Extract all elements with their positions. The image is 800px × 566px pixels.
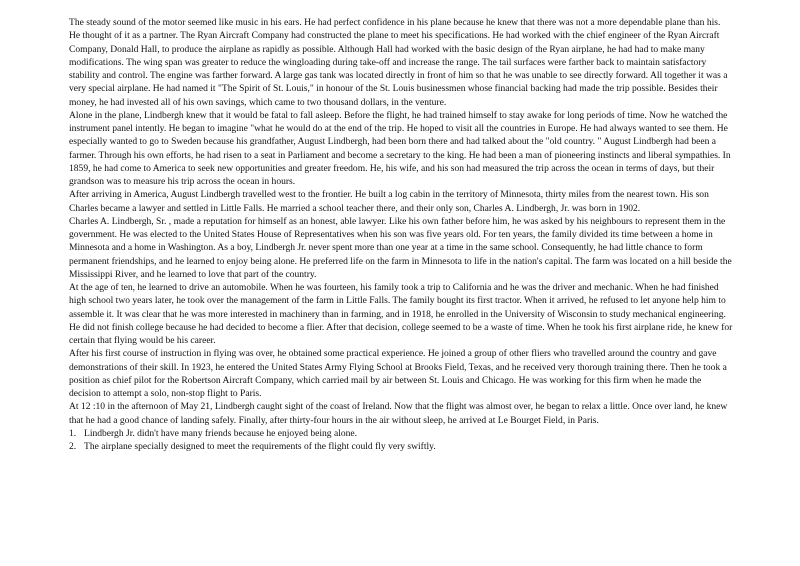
paragraph: At 12 :10 in the afternoon of May 21, Lindbergh caught sight of the coast of Ireland. Now that the flight was almost over, he began to relax a little. Once over land, he knew that he had a good chance of landing safely. Finally, after thirty-four hours in the air without sleep, he arrived at Le Bourget Field, in Paris. bbox=[69, 401, 728, 426]
statement-item bbox=[69, 427, 733, 440]
paragraph: The steady sound of the motor seemed like music in his ears. He had perfect confidence in his plane because he knew that there was not a more dependable plane than his. He thought of it as a partner. The Ryan Aircraft Company had constructed the plane to meet his specifications. He had worked with the chief engineer of the Ryan Aircraft Company, Donald Hall, to produce the airplane as rapidly as possible. Although Hall had worked with the basic design of the Ryan airplane, he had had to make many modifications. The wing span was greater to reduce the wingloading during take-off and increase the range. The tail surfaces were farther back to maintain satisfactory stability and control. The engine was farther forward. A large gas tank was located directly in front of him so that he was unable to see directly forward. All together it was a very special airplane. He had named it "The Spirit of St. Louis," in honour of the St. Louis businessmen whose financial backing had made the trip possible. Besides their money, he had invested all of his own savings, which came to two thousand dollars, in the venture. bbox=[69, 17, 728, 108]
paragraph: At the age of ten, he learned to drive an automobile. When he was fourteen, his family took a trip to California and he was the driver and mechanic. When he had finished high school two years later, he took over the management of the farm in Little Falls. The family bought its first tractor. When it arrived, he refused to let anyone help him to assemble it. It was clear that he was more interested in machinery than in farming, and in 1918, he enrolled in the University of Wisconsin to study mechanical engineering. He did not finish college because he had decided to become a flier. After that decision, college seemed to be a waste of time. When he took his first airplane ride, he knew for certain that flying would be his career. bbox=[69, 282, 733, 346]
statement-text: The airplane specially designed to meet the requirements of the flight could fly very swiftly. bbox=[84, 441, 436, 452]
paragraph: After his first course of instruction in flying was over, he obtained some practical experience. He joined a group of other fliers who travelled around the country and gave demonstrations of their skill. In 1923, he entered the United States Army Flying School at Brooks Field, Texas, and he received very thorough training there. Then he took a position as chief pilot for the Robertson Aircraft Company, which carried mail by air between St. Louis and Chicago. He was working for this firm when he made the decision to attempt a solo, non-stop flight to Paris. bbox=[69, 348, 727, 399]
paragraph: After arriving in America, August Lindbergh travelled west to the frontier. He built a log cabin in the territory of Minnesota, thirty miles from the nearest town. His son Charles became a lawyer and settled in Little Falls. He married a school teacher there, and their only son, Charles A. Lindbergh, Jr. was born in 1902. bbox=[69, 189, 709, 214]
paragraph: Alone in the plane, Lindbergh knew that it would be fatal to fall asleep. Before the flight, he had trained himself to stay awake for long periods of time. Now he watched the instrument panel intently. He began to imagine "what he would do at the end of the trip. He hoped to visit all the countries in Europe. He had always wanted to see them. He especially wanted to go to Sweden because his grandfather, August Lindbergh, had been born there and had talked about the "old country. " August Lindbergh had been a farmer. Through his own efforts, he had risen to a seat in Parliament and become a secretary to the king. He had been a man of pioneering instincts and liberal sympathies. In 1859, he had come to America to seek new opportunities and greater freedom. He, his wife, and his son had measured the trip across the ocean in terms of days, but their grandson was to measure his trip across the ocean in hours. bbox=[69, 109, 731, 187]
statement-number: 2. bbox=[69, 441, 77, 452]
paragraph: Charles A. Lindbergh, Sr. , made a reputation for himself as an honest, able lawyer. Like his own father before him, he was asked by his neighbours to represent them in the government. He was elected to the United States House of Representatives when his son was five years old. For ten years, the family divided its time between a home in Minnesota and a home in Washington. As a boy, Lindbergh Jr. never spent more than one year at a time in the same school. Consequently, he had little chance to form permanent friendships, and he learned to enjoy being alone. He preferred life on the farm in Minnesota to life in the nation's capital. The farm was located on a hill beside the Mississippi River, and he learned to love that part of the country. bbox=[69, 215, 732, 280]
document-page bbox=[69, 16, 733, 453]
statement-item bbox=[69, 440, 733, 453]
statement-text: Lindbergh Jr. didn't have many friends because he enjoyed being alone. bbox=[84, 427, 358, 439]
statement-list bbox=[69, 427, 733, 454]
statement-number: 1. bbox=[69, 427, 77, 439]
